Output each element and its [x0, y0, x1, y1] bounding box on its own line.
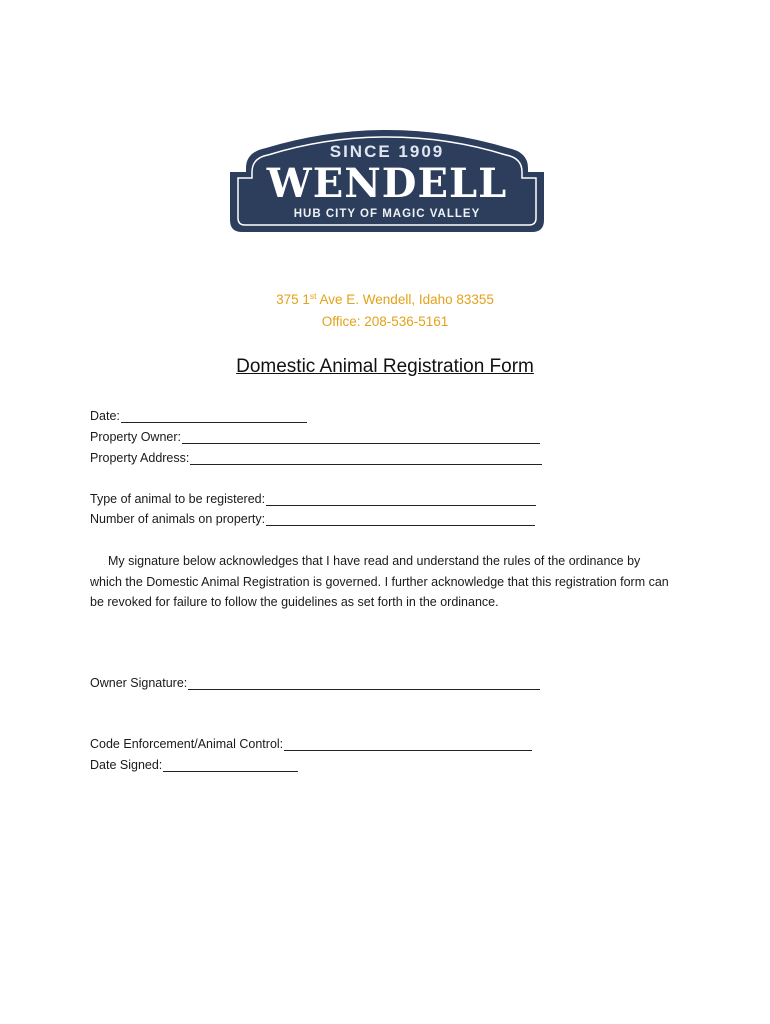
- animal-count-blank-line[interactable]: [266, 512, 535, 526]
- animal-type-field[interactable]: [90, 492, 536, 506]
- logo-since-text: SINCE 1909: [329, 142, 445, 161]
- date-label: Date:: [90, 409, 120, 423]
- code-enforcement-label: Code Enforcement/Animal Control:: [90, 737, 284, 751]
- wendell-logo: [226, 128, 548, 234]
- date-signed-blank-line[interactable]: [163, 758, 298, 772]
- logo-city-name: WENDELL: [266, 160, 508, 207]
- property-address-field[interactable]: [90, 451, 542, 465]
- date-blank-line[interactable]: [121, 409, 307, 423]
- property-owner-blank-line[interactable]: [182, 430, 540, 444]
- street-address-ordinal: st: [309, 291, 317, 301]
- property-owner-field[interactable]: [90, 430, 540, 444]
- property-owner-label: Property Owner:: [90, 430, 182, 444]
- acknowledgement-paragraph: [90, 551, 675, 613]
- animal-count-label: Number of animals on property:: [90, 512, 266, 526]
- animal-count-field[interactable]: [90, 512, 535, 526]
- street-address-prefix: 375 1: [276, 292, 310, 307]
- animal-type-label: Type of animal to be registered:: [90, 492, 266, 506]
- form-title: Domestic Animal Registration Form: [236, 356, 534, 377]
- office-phone: Office: 208-536-5161: [321, 314, 449, 329]
- code-enforcement-field[interactable]: [90, 737, 532, 751]
- date-signed-field[interactable]: [90, 758, 298, 772]
- owner-signature-field[interactable]: [90, 676, 540, 690]
- street-address: [0, 291, 770, 307]
- animal-type-blank-line[interactable]: [266, 492, 536, 506]
- acknowledgement-text: My signature below acknowledges that I have read and understand the rules of the ordinance by which the Domestic Animal Registration is governed. I further acknowledge that this registration form can be revoked for failure to follow the guidelines as set forth in the ordinance.: [90, 554, 669, 610]
- property-address-blank-line[interactable]: [190, 451, 542, 465]
- code-enforcement-blank-line[interactable]: [284, 737, 532, 751]
- street-address-suffix: Ave E. Wendell, Idaho 83355: [316, 292, 494, 307]
- property-address-label: Property Address:: [90, 451, 190, 465]
- owner-signature-label: Owner Signature:: [90, 676, 188, 690]
- logo-tagline: HUB CITY OF MAGIC VALLEY: [293, 208, 481, 220]
- owner-signature-blank-line[interactable]: [188, 676, 540, 690]
- date-field[interactable]: [90, 409, 307, 423]
- date-signed-label: Date Signed:: [90, 758, 163, 772]
